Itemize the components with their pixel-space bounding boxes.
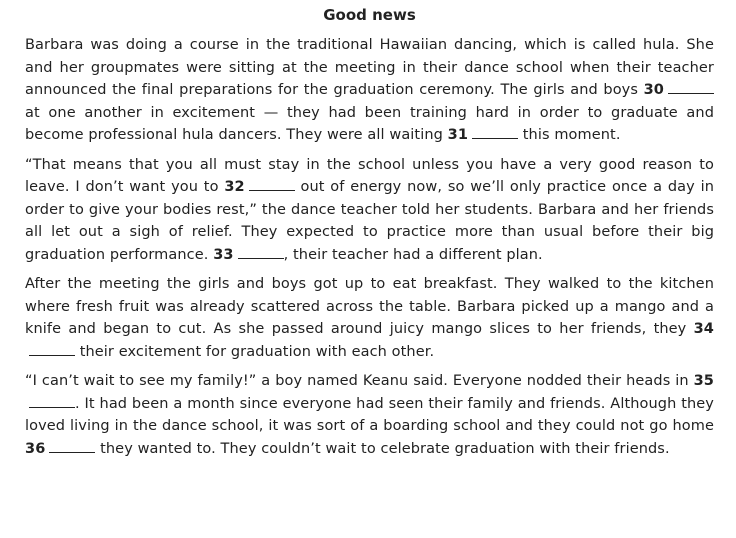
paragraph-text: After the meeting the girls and boys got up to eat breakfast. They walked to the kitchen where fresh fruit was already scattered across the table. Barbara picked up a mango and a knife and began to cut. As she passed around juicy mango slices to her friends, they: [25, 276, 714, 337]
blank-31[interactable]: [472, 126, 518, 139]
blank-36[interactable]: [49, 440, 95, 453]
gap-number-35: 35: [693, 373, 714, 389]
gap-number-30: 30: [643, 82, 664, 98]
blank-32[interactable]: [249, 178, 295, 191]
blank-30[interactable]: [668, 81, 714, 94]
paragraph-text: their excitement for graduation with each other.: [75, 343, 435, 360]
paragraph-text: this moment.: [518, 127, 621, 143]
gap-number-31: 31: [447, 127, 469, 143]
gap-number-32: 32: [224, 179, 245, 195]
paragraph-2: [25, 154, 714, 267]
paragraph-3: [25, 273, 714, 363]
paragraph-4: [25, 370, 714, 460]
paragraph-text: they wanted to. They couldn’t wait to celebrate graduation with their friends.: [95, 440, 670, 457]
blank-34[interactable]: [29, 343, 75, 356]
paragraph-text: out of energy now, so we’ll only practice once a day in order to give your bodies rest,” the dance teacher told her students. Barbara and her friends all let out a sigh of relief. They expected to practice more than usual before their big graduation performance.: [25, 179, 714, 263]
paragraph-text: “That means that you all must stay in the school unless you have a very good reason to leave. I don’t want you to: [25, 156, 714, 195]
gap-number-33: 33: [213, 246, 234, 263]
blank-33[interactable]: [238, 246, 284, 259]
paragraph-text: “I can’t wait to see my family!” a boy named Keanu said. Everyone nodded their heads in: [25, 373, 694, 389]
paragraph-text: . It had been a month since everyone had seen their family and friends. Although they loved living in the dance school, it was sort of a boarding school and they could not go home: [25, 395, 714, 434]
gap-number-34: 34: [693, 321, 714, 337]
blank-35[interactable]: [29, 395, 75, 408]
paragraph-text: Barbara was doing a course in the traditional Hawaiian dancing, which is called hula. She and her groupmates were sitting at the meeting in their dance school when their teacher announced the final preparations for the graduation ceremony. The girls and boys: [25, 37, 714, 98]
document-title: Good news: [323, 6, 416, 24]
gap-number-36: 36: [25, 440, 46, 457]
paragraph-text: , their teacher had a different plan.: [283, 246, 543, 263]
paragraph-text: at one another in excitement — they had been training hard in order to graduate and become professional hula dancers. They were all waiting: [25, 104, 714, 143]
paragraph-1: [25, 34, 714, 147]
